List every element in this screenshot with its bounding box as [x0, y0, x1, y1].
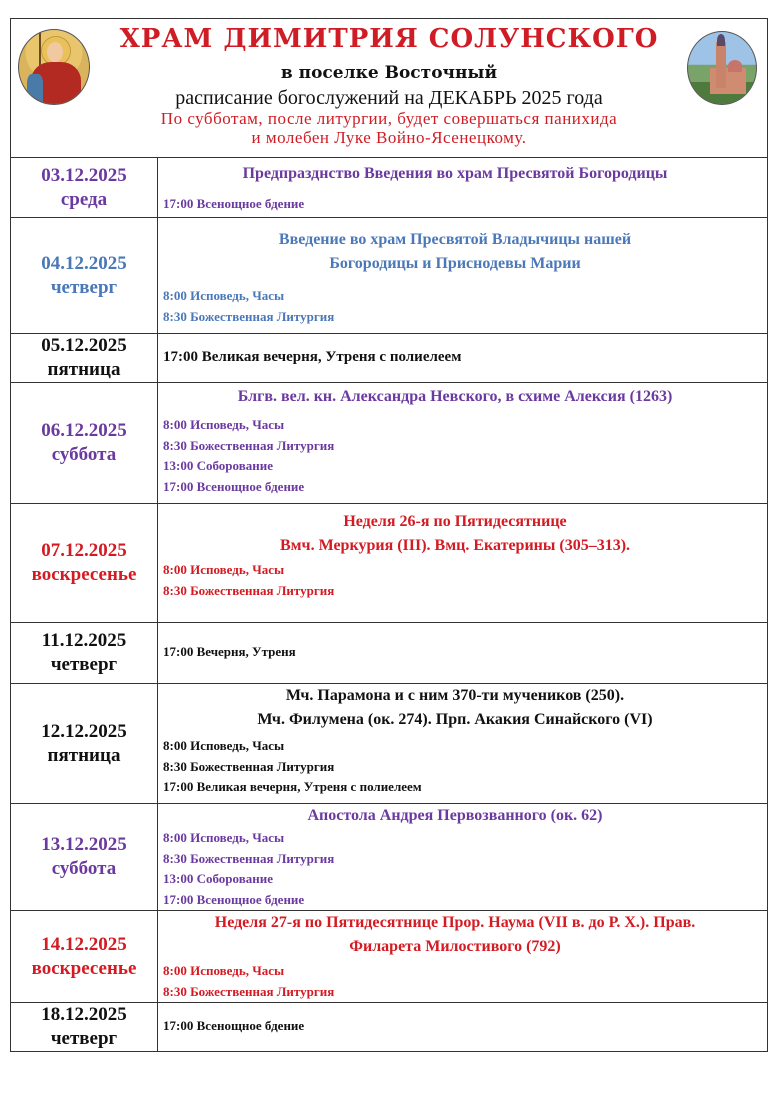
- service-item: 17:00 Всенощное бдение: [163, 196, 305, 211]
- date: 04.12.2025: [41, 252, 127, 274]
- weekday: суббота: [51, 858, 117, 879]
- feast-title: Предпразднство Введения во храм Пресвятой Богородицы: [242, 165, 668, 182]
- date: 14.12.2025: [41, 933, 127, 955]
- feast-title: Мч. Парамона и с ним 370-ти мучеников (250).: [285, 687, 625, 704]
- service-item: 8:00 Исповедь, Часы: [163, 562, 285, 577]
- service-item: 8:00 Исповедь, Часы: [163, 738, 285, 753]
- feast-title: Апостола Андрея Первозванного (ок. 62): [307, 807, 603, 824]
- feast-title: Филарета Милостивого (792): [349, 938, 561, 955]
- feast-title: Введение во храм Пресвятой Владычицы нашей: [278, 231, 632, 248]
- feast-title: Мч. Филумена (ок. 274). Прп. Акакия Синайского (VI): [257, 711, 653, 728]
- date-cell: [11, 504, 158, 622]
- schedule-row: [11, 623, 767, 684]
- services-cell: [158, 623, 767, 683]
- service-item: 8:30 Божественная Литургия: [163, 983, 335, 999]
- service-list: [163, 828, 767, 910]
- schedule-row: [11, 383, 767, 504]
- service-item: 17:00 Великая вечерня, Утреня с полиелеем: [163, 779, 422, 794]
- weekday: воскресенье: [31, 564, 137, 585]
- feast-title: Блгв. вел. кн. Александра Невского, в схиме Алексия (1263): [237, 388, 673, 405]
- service-item: 17:00 Всенощное бдение: [163, 891, 305, 907]
- date: 12.12.2025: [41, 720, 127, 742]
- church-tower: [716, 42, 726, 88]
- weekday: пятница: [47, 744, 121, 766]
- date-cell: [11, 684, 158, 803]
- date-cell: [11, 623, 158, 683]
- schedule-row: [11, 334, 767, 383]
- date: 07.12.2025: [41, 540, 127, 561]
- services-cell: [158, 804, 767, 910]
- schedule-row: [11, 804, 767, 911]
- service-list: [163, 1016, 767, 1037]
- services-cell: [158, 383, 767, 503]
- feast-title: Богородицы и Приснодевы Марии: [329, 255, 581, 272]
- schedule-row: [11, 218, 767, 334]
- service-item: 8:00 Исповедь, Часы: [163, 963, 285, 978]
- weekday: четверг: [50, 1028, 118, 1049]
- service-list: [163, 194, 767, 215]
- weekday: суббота: [51, 444, 117, 465]
- service-item: 8:30 Божественная Литургия: [163, 437, 335, 453]
- saturday-note-line2: и молебен Луке Войно-Ясенецкому.: [251, 128, 527, 147]
- service-list: [163, 642, 767, 663]
- date: 03.12.2025: [41, 164, 127, 186]
- service-item: 8:30 Божественная Литургия: [163, 850, 335, 866]
- date-cell: [11, 334, 158, 382]
- date-cell: [11, 911, 158, 1002]
- service-item: 8:00 Исповедь, Часы: [163, 417, 285, 432]
- service-list: [163, 961, 767, 1002]
- date-cell: [11, 383, 158, 503]
- schedule-row: [11, 158, 767, 218]
- weekday: среда: [60, 188, 108, 210]
- schedule-row: [11, 1003, 767, 1051]
- date-cell: [11, 1003, 158, 1051]
- date: 06.12.2025: [41, 420, 127, 441]
- feast-title: Неделя 26-я по Пятидесятнице: [343, 513, 567, 530]
- services-cell: [158, 684, 767, 803]
- date: 18.12.2025: [41, 1004, 127, 1025]
- feast-title: Вмч. Меркурия (III). Вмц. Екатерины (305–313).: [279, 537, 631, 554]
- service-item: 17:00 Всенощное бдение: [163, 1017, 305, 1033]
- weekday: пятница: [47, 359, 121, 380]
- schedule-row: [11, 504, 767, 623]
- services-cell: [158, 911, 767, 1002]
- weekday: четверг: [50, 276, 118, 298]
- church-title: ХРАМ ДИМИТРИЯ СОЛУНСКОГО: [119, 24, 659, 54]
- schedule-header: [11, 19, 767, 158]
- schedule-rows: [11, 158, 767, 1051]
- service-item: 13:00 Соборование: [163, 458, 273, 473]
- services-cell: [158, 504, 767, 622]
- date: 05.12.2025: [41, 335, 127, 356]
- service-item: 17:00 Вечерня, Утреня: [163, 643, 296, 659]
- service-item: 8:30 Божественная Литургия: [163, 308, 335, 324]
- service-list: [163, 560, 767, 601]
- feast-title: Неделя 27-я по Пятидесятнице Прор. Наума (VII в. до Р. Х.). Прав.: [214, 914, 696, 931]
- service-list: [163, 736, 767, 798]
- weekday: воскресенье: [31, 957, 137, 979]
- services-cell: [158, 334, 767, 382]
- schedule-row: [11, 684, 767, 804]
- weekday: четверг: [50, 654, 118, 675]
- date: 11.12.2025: [41, 630, 127, 651]
- church-location: в поселке Восточный: [280, 63, 498, 83]
- service-item: 17:00 Всенощное бдение: [163, 478, 305, 494]
- church-dome: [728, 60, 742, 72]
- schedule-row: [11, 911, 767, 1003]
- date: 13.12.2025: [41, 834, 127, 855]
- saturday-note-line1: По субботам, после литургии, будет совершаться панихида: [160, 109, 618, 128]
- services-cell: [158, 158, 767, 217]
- schedule-table: [10, 18, 768, 1052]
- date-cell: [11, 218, 158, 333]
- service-item: 8:30 Божественная Литургия: [163, 758, 335, 774]
- service-item: 8:00 Исповедь, Часы: [163, 830, 285, 845]
- service-list: [163, 286, 767, 327]
- service-list: [163, 347, 767, 368]
- schedule-title: расписание богослужений на ДЕКАБРЬ 2025 года: [175, 87, 603, 109]
- service-item: 8:00 Исповедь, Часы: [163, 288, 285, 303]
- service-list: [163, 415, 767, 497]
- service-item: 17:00 Великая вечерня, Утреня с полиелеем: [163, 348, 462, 365]
- services-cell: [158, 218, 767, 333]
- date-cell: [11, 158, 158, 217]
- services-cell: [158, 1003, 767, 1051]
- church-spire: [717, 34, 725, 46]
- service-item: 8:30 Божественная Литургия: [163, 582, 335, 598]
- service-item: 13:00 Соборование: [163, 871, 273, 886]
- date-cell: [11, 804, 158, 910]
- church-icon: [687, 31, 757, 105]
